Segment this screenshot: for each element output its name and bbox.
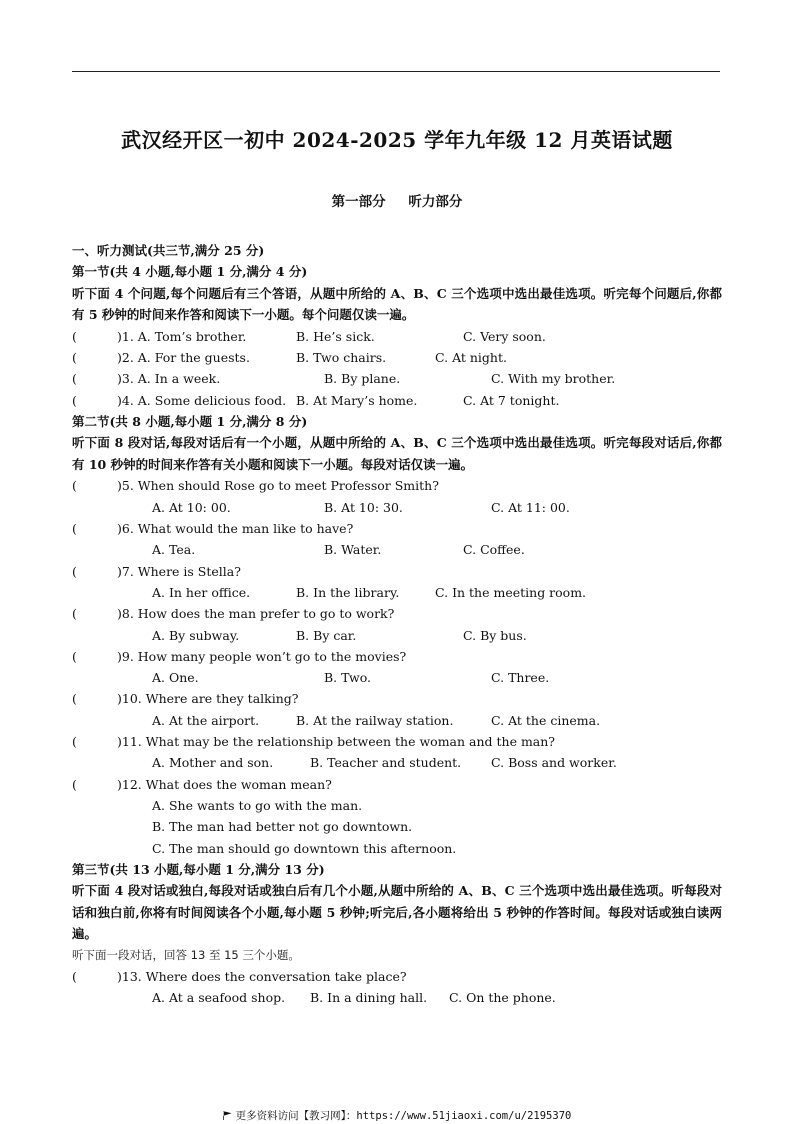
option-c: C. At night.: [435, 350, 507, 366]
answer-blank: (: [72, 392, 77, 408]
question-text: )7. Where is Stella?: [117, 563, 241, 579]
question-text: )5. When should Rose go to meet Professor Smith?: [117, 478, 439, 494]
option-a: A. By subway.: [152, 627, 240, 643]
option-c: C. By bus.: [463, 627, 527, 643]
option-b: B. At 10: 30.: [324, 499, 403, 515]
question-text: )12. What does the woman mean?: [117, 776, 332, 792]
option-b: B. At Mary’s home.: [296, 392, 418, 408]
option-b: B. By plane.: [324, 371, 401, 387]
question-row: [72, 475, 722, 496]
option-b: B. In a dining hall.: [310, 990, 428, 1006]
option-c: C. At 11: 00.: [491, 499, 570, 515]
option-c: C. The man should go downtown this afternoon.: [152, 840, 457, 856]
option-b: B. Teacher and student.: [310, 755, 462, 771]
sec2-instruction: 听下面 8 段对话,每段对话后有一个小题，从题中所给的 A、B、C 三个选项中选出最佳选项。听完每段对话后,你都有 10 秒钟的时间来作答有关小题和阅读下一小题。每段对话仅读一遍。: [72, 435, 722, 472]
question-row: [72, 368, 722, 389]
options-row: [72, 625, 722, 646]
question-text: )8. How does the man prefer to go to work?: [117, 606, 395, 622]
option-c: C. Coffee.: [463, 542, 525, 558]
option-c: C. Very soon.: [463, 328, 546, 344]
options-row: [72, 497, 722, 518]
option-b: B. Water.: [324, 542, 382, 558]
option-a: A. One.: [152, 670, 199, 686]
option-c: C. With my brother.: [491, 371, 616, 387]
question-row: [72, 390, 722, 411]
options-row: [72, 838, 722, 859]
option-a: A. In her office.: [152, 584, 251, 600]
answer-blank: (: [72, 478, 77, 494]
options-row: [72, 539, 722, 560]
options-row: [72, 710, 722, 731]
question-row: [72, 603, 722, 624]
question-text: )3. A. In a week.: [117, 371, 221, 387]
answer-blank: (: [72, 969, 77, 985]
question-row: [72, 646, 722, 667]
question-row: [72, 688, 722, 709]
footer-link[interactable]: 更多资料访问【教习网】：https://www.51jiaoxi.com/u/2195370: [235, 1110, 572, 1122]
question-row: [72, 966, 722, 987]
question-text: )4. A. Some delicious food.: [117, 392, 287, 408]
question-row: [72, 347, 722, 368]
exam-content: [72, 240, 722, 1009]
option-c: C. At the cinema.: [491, 712, 601, 728]
options-row: [72, 667, 722, 688]
option-a: A. Tea.: [152, 542, 196, 558]
question-row: [72, 731, 722, 752]
section-heading: 一、听力测试(共三节,满分 25 分): [72, 243, 265, 258]
option-b: B. The man had better not go downtown.: [152, 819, 413, 835]
option-c: C. At 7 tonight.: [463, 392, 560, 408]
option-c: C. Three.: [491, 670, 550, 686]
sec1-heading: 第一节(共 4 小题,每小题 1 分,满分 4 分): [72, 264, 308, 280]
question-row: [72, 774, 722, 795]
sec3-instruction: 听下面 4 段对话或独白,每段对话或独白后有几个小题,从题中所给的 A、B、C 三个选项中选出最佳选项。听每段对话和独白前,你将有时间阅读各个小题,每小题 5 秒钟;听完后,各小题将给出 5 秒钟的作答时间。每段对话或独白读两遍。: [72, 883, 722, 942]
answer-blank: (: [72, 350, 77, 366]
answer-blank: (: [72, 648, 77, 664]
question-row: [72, 326, 722, 347]
option-c: C. In the meeting room.: [435, 584, 587, 600]
option-b: B. At the railway station.: [296, 712, 454, 728]
options-row: [72, 816, 722, 837]
option-a: A. At 10: 00.: [152, 499, 231, 515]
answer-blank: (: [72, 606, 77, 622]
part-name: 第一部分: [331, 194, 386, 210]
option-a: A. At the airport.: [152, 712, 260, 728]
answer-blank: (: [72, 776, 77, 792]
answer-blank: (: [72, 563, 77, 579]
option-a: A. She wants to go with the man.: [152, 797, 363, 813]
sec1-instruction: 听下面 4 个问题,每个问题后有三个答语，从题中所给的 A、B、C 三个选项中选出最佳选项。听完每个问题后,你都有 5 秒钟的时间来作答和阅读下一小题。每个问题仅读一遍。: [72, 285, 722, 323]
question-text: )1. A. Tom’s brother.: [117, 328, 247, 344]
option-a: A. At a seafood shop.: [152, 990, 286, 1006]
footer: [0, 1108, 794, 1123]
answer-blank: (: [72, 734, 77, 750]
question-row: [72, 518, 722, 539]
answer-blank: (: [72, 521, 77, 537]
sec2-heading: 第二节(共 8 小题,每小题 1 分,满分 8 分): [72, 413, 308, 429]
option-c: C. Boss and worker.: [491, 755, 617, 771]
question-text: )10. Where are they talking?: [117, 691, 299, 707]
answer-blank: (: [72, 691, 77, 707]
page-title: 武汉经开区一初中 2024-2025 学年九年级 12 月英语试题: [121, 128, 673, 152]
sec3-note: 听下面一段对话，回答 13 至 15 三个小题。: [72, 947, 300, 962]
answer-blank: (: [72, 371, 77, 387]
question-text: )2. A. For the guests.: [117, 350, 250, 366]
options-row: [72, 582, 722, 603]
option-b: B. He’s sick.: [296, 328, 375, 344]
option-b: B. Two.: [324, 670, 372, 686]
option-b: B. By car.: [296, 627, 357, 643]
question-row: [72, 561, 722, 582]
question-text: )11. What may be the relationship between the woman and the man?: [117, 734, 556, 750]
option-c: C. On the phone.: [449, 990, 556, 1006]
option-b: B. In the library.: [296, 584, 400, 600]
sec3-heading: 第三节(共 13 小题,每小题 1 分,满分 13 分): [72, 861, 325, 877]
option-a: A. Mother and son.: [152, 755, 274, 771]
part-title: [0, 190, 794, 210]
options-row: [72, 752, 722, 773]
question-text: )6. What would the man like to have?: [117, 521, 354, 537]
question-text: )9. How many people won’t go to the movies?: [117, 648, 407, 664]
options-row: [72, 987, 722, 1008]
option-b: B. Two chairs.: [296, 350, 387, 366]
answer-blank: (: [72, 328, 77, 344]
part-sub: 听力部分: [408, 194, 463, 210]
top-rule: [72, 71, 720, 72]
question-text: )13. Where does the conversation take place?: [117, 969, 407, 985]
options-row: [72, 795, 722, 816]
flag-icon: [223, 1111, 232, 1120]
